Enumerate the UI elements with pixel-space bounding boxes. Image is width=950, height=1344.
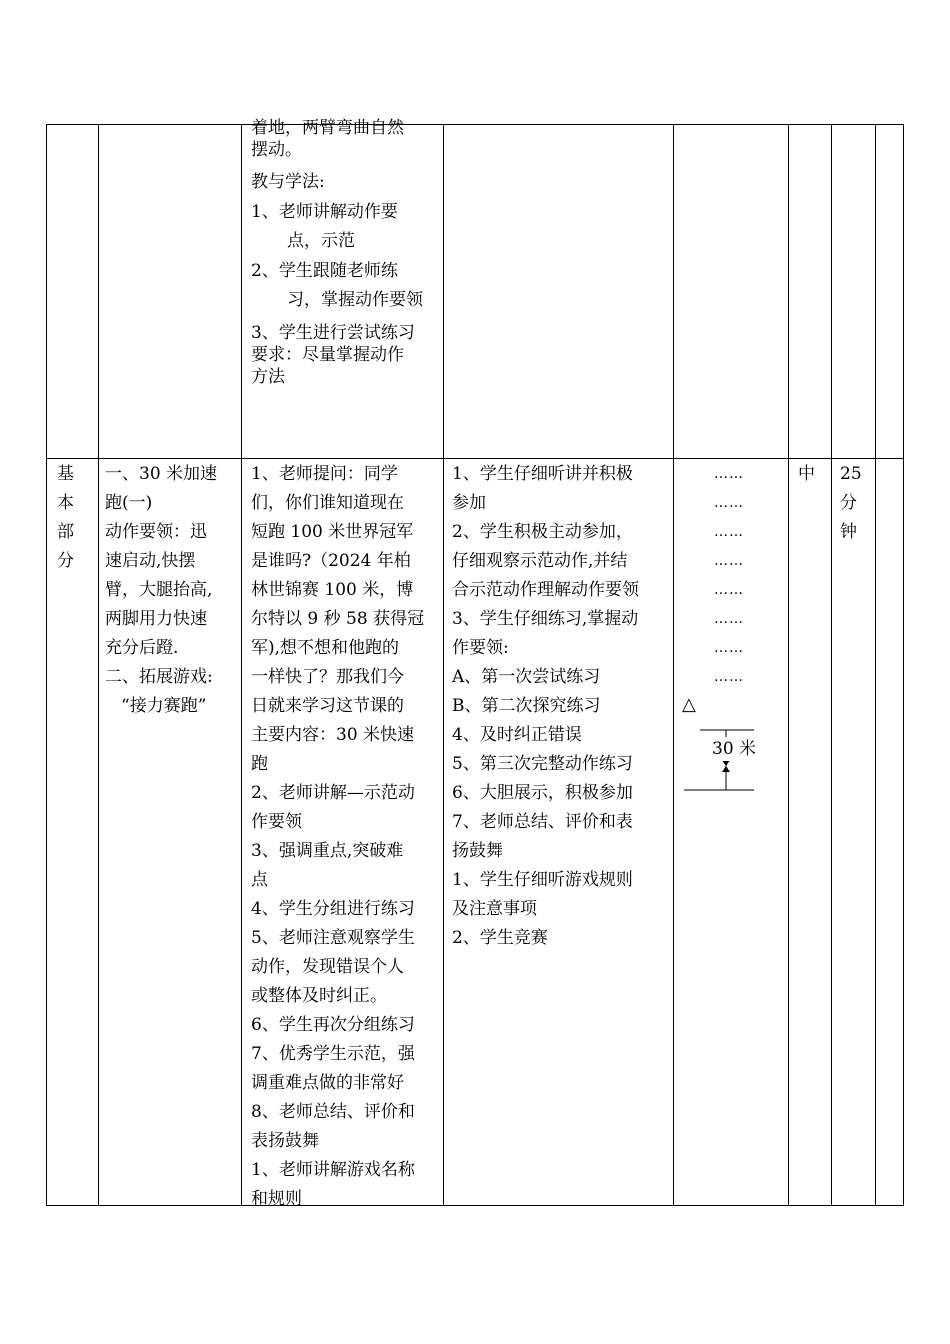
time-cell <box>840 460 874 547</box>
student-row-dots: …… <box>714 524 744 540</box>
text-line: 一样快了？那我们今 <box>251 667 404 687</box>
section-char: 部 <box>57 522 74 542</box>
text-line: 4、及时纠正错误 <box>452 725 582 745</box>
text-line: 日就来学习这节课的 <box>251 696 404 716</box>
text-line: 或整体及时纠正。 <box>251 986 387 1006</box>
text-line: 1、学生仔细听游戏规则 <box>452 870 633 890</box>
column-divider <box>831 124 832 1206</box>
text-line: 充分后蹬. <box>105 638 179 658</box>
text-line: 调重难点做的非常好 <box>251 1073 404 1093</box>
text-line: 动作要领：迅 <box>105 522 207 542</box>
text-line: 8、老师总结、评价和 <box>251 1102 415 1122</box>
text-line: 表扬鼓舞 <box>251 1131 319 1151</box>
text-line: 动作，发现错误个人 <box>251 957 404 977</box>
table-border-bottom <box>46 1205 904 1206</box>
text-line: B、第二次探究练习 <box>452 696 601 716</box>
text-line: 尔特以 9 秒 58 获得冠 <box>251 609 425 629</box>
formation-diagram <box>674 460 788 800</box>
table-border-left <box>46 124 47 1206</box>
text-line: 军),想不想和他跑的 <box>251 638 400 658</box>
table-border-top <box>46 124 904 125</box>
student-row-dots: …… <box>714 669 744 685</box>
intensity-cell <box>798 460 828 489</box>
text-line: 短跑 100 米世界冠军 <box>251 522 414 542</box>
student-row-dots: …… <box>714 466 744 482</box>
section-label <box>57 460 91 576</box>
text-line: 跑 <box>251 754 268 774</box>
method-label: 教与学法: <box>251 172 325 192</box>
method-item-cont: 习，掌握动作要领 <box>287 290 423 310</box>
text-line: 作要领: <box>452 638 509 658</box>
text-line: 臂，大腿抬高, <box>105 580 213 600</box>
student-row-dots: …… <box>714 582 744 598</box>
student-row-dots: …… <box>714 553 744 569</box>
column-divider <box>241 124 242 1206</box>
intensity-value: 中 <box>798 464 815 484</box>
text-line: 扬鼓舞 <box>452 841 503 861</box>
text-line: 5、老师注意观察学生 <box>251 928 415 948</box>
section-char: 本 <box>57 493 74 513</box>
text-line: 是谁吗?（2024 年柏 <box>251 551 411 571</box>
text-line: 合示范动作理解动作要领 <box>452 580 639 600</box>
section-char: 分 <box>57 551 74 571</box>
text-line: 6、学生再次分组练习 <box>251 1015 415 1035</box>
text-line: 参加 <box>452 493 486 513</box>
method-item-cont: 点，示范 <box>287 231 355 251</box>
distance-label: 30 米 <box>712 739 757 759</box>
text-line: 3、强调重点,突破难 <box>251 841 404 861</box>
text-line: 1、老师提问：同学 <box>251 464 398 484</box>
student-row-dots: …… <box>714 611 744 627</box>
method-continuation <box>251 117 439 161</box>
row-divider <box>46 458 904 459</box>
text-line: 跑(一) <box>105 493 153 513</box>
table-border-right <box>903 124 904 1206</box>
text-line: 7、老师总结、评价和表 <box>452 812 633 832</box>
method-requirement <box>251 322 439 388</box>
text-line: 5、第三次完整动作练习 <box>452 754 633 774</box>
teacher-activities <box>251 460 441 1214</box>
column-divider <box>875 124 876 1206</box>
text-line: 1、学生仔细听讲并积极 <box>452 464 633 484</box>
time-value: 25 <box>840 464 862 484</box>
text-line: 2、老师讲解—示范动 <box>251 783 415 803</box>
method-steps <box>251 168 439 315</box>
text-line: 摆动。 <box>251 140 302 160</box>
text-line: 3、学生仔细练习,掌握动 <box>452 609 639 629</box>
text-line: 二、拓展游戏: <box>105 667 213 687</box>
text-line: 3、学生进行尝试练习 <box>251 323 415 343</box>
column-divider <box>98 124 99 1206</box>
text-line: 2、学生竞赛 <box>452 928 548 948</box>
lesson-plan-table <box>46 118 904 1209</box>
time-unit-char: 分 <box>840 493 857 513</box>
content-cell <box>105 460 239 721</box>
text-line: 2、学生积极主动参加， <box>452 522 633 542</box>
text-line: 着地，两臂弯曲自然 <box>251 118 404 138</box>
text-line: 和规则 <box>251 1189 302 1209</box>
time-unit-char: 钟 <box>840 522 857 542</box>
text-line: 方法 <box>251 367 285 387</box>
text-line: 1、老师讲解游戏名称 <box>251 1160 415 1180</box>
method-item: 2、学生跟随老师练 <box>251 261 398 281</box>
text-line: 7、优秀学生示范，强 <box>251 1044 415 1064</box>
text-line: A、第一次尝试练习 <box>452 667 601 687</box>
text-line: 主要内容：30 米快速 <box>251 725 415 745</box>
student-activities <box>452 460 670 953</box>
text-line: 点 <box>251 870 268 890</box>
text-line: 仔细观察示范动作,并结 <box>452 551 628 571</box>
text-line: “接力赛跑” <box>121 696 207 716</box>
method-item: 1、老师讲解动作要 <box>251 202 398 222</box>
column-divider <box>788 124 789 1206</box>
text-line: 林世锦赛 100 米，博 <box>251 580 414 600</box>
column-divider <box>443 124 444 1206</box>
text-line: 及注意事项 <box>452 899 537 919</box>
student-row-dots: …… <box>714 495 744 511</box>
text-line: 作要领 <box>251 812 302 832</box>
text-line: 4、学生分组进行练习 <box>251 899 415 919</box>
text-line: 两脚用力快速 <box>105 609 207 629</box>
text-line: 6、大胆展示，积极参加 <box>452 783 633 803</box>
text-line: 速启动,快摆 <box>105 551 196 571</box>
section-char: 基 <box>57 464 74 484</box>
text-line: 们，你们谁知道现在 <box>251 493 404 513</box>
teacher-triangle-icon: △ <box>682 694 696 715</box>
text-line: 一、30 米加速 <box>105 464 218 484</box>
student-row-dots: …… <box>714 640 744 656</box>
text-line: 要求：尽量掌握动作 <box>251 345 404 365</box>
